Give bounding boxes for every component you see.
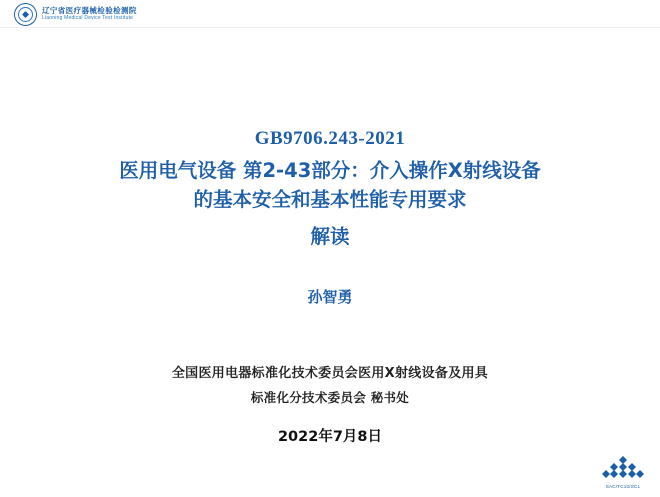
institute-name-cn: 辽宁省医疗器械检验检测院 <box>42 6 137 16</box>
page-title-line-1: 医用电气设备 第2-43部分：介入操作X射线设备 <box>119 159 541 182</box>
committee-line-2: 标准化分技术委员会 秘书处 <box>250 390 410 405</box>
page-title-line-3: 解读 <box>310 225 350 248</box>
institute-logo <box>14 3 137 26</box>
corner-logo-caption: SAC/TC10/SC1 <box>605 484 641 489</box>
slide-header-band <box>0 0 660 28</box>
page-title-line-2: 的基本安全和基本性能专用要求 <box>193 188 467 211</box>
diamond-grid-icon <box>602 456 644 482</box>
institute-logo-text <box>42 7 137 21</box>
institute-name-en: Liaoning Medical Device Test Institute <box>42 14 134 21</box>
institute-seal-icon <box>14 3 37 26</box>
standards-committee-logo <box>600 456 646 489</box>
committee-line-1: 全国医用电器标准化技术委员会医用X射线设备及用具 <box>171 366 489 381</box>
presentation-date: 2022年7月8日 <box>277 429 383 445</box>
author-name: 孙智勇 <box>307 288 353 306</box>
document-code: GB9706.243-2021 <box>254 128 406 149</box>
